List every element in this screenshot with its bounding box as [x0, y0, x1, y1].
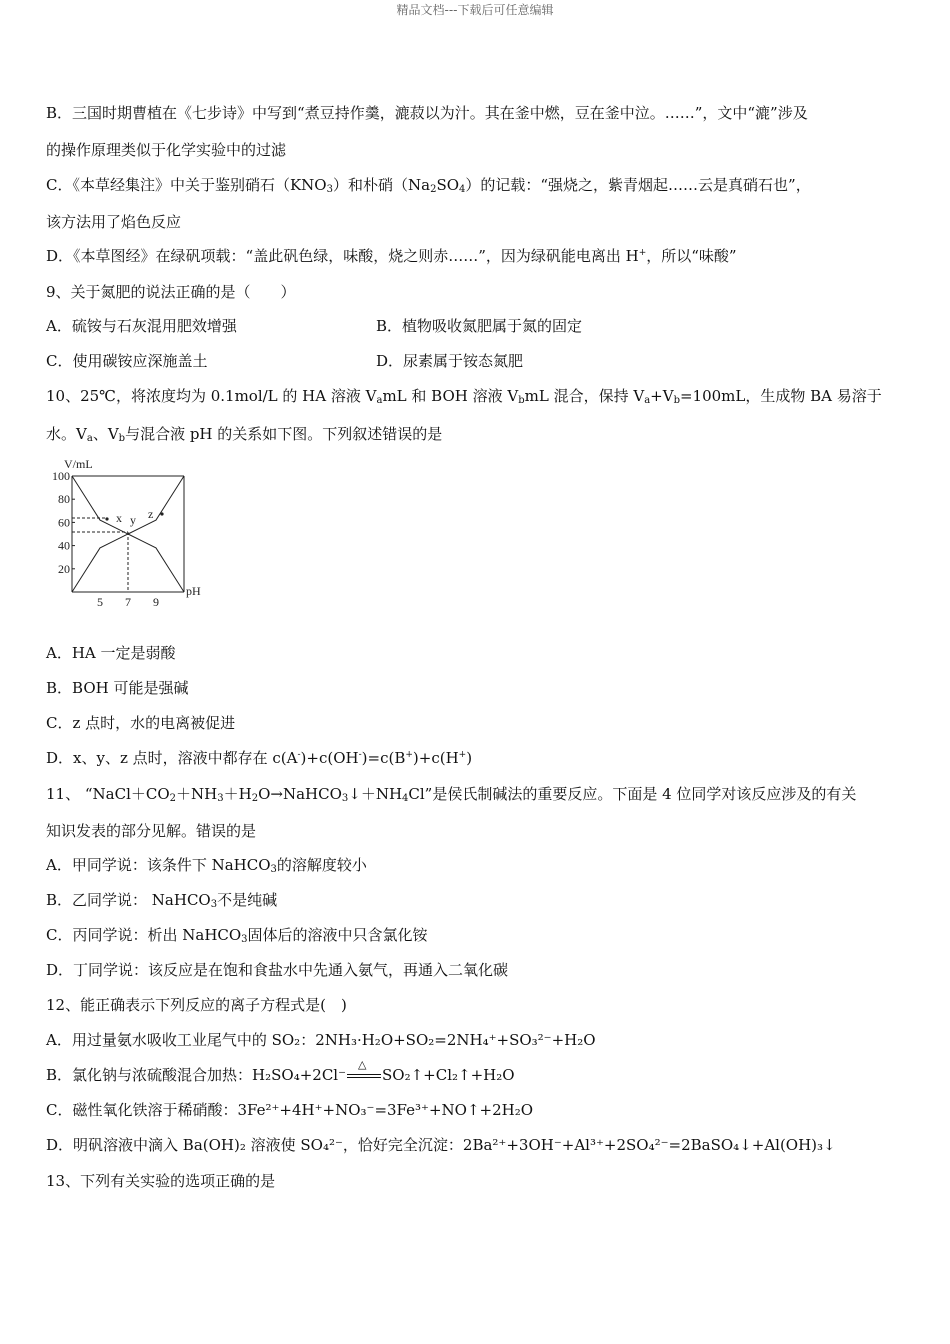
q8-option-d: D．《本草图经》在绿矾项载：“盖此矾色绿，味酸，烧之则赤……”，因为绿矾能电离出 H+，所以“味酸” [46, 247, 737, 265]
y-tick-label: 80 [58, 492, 70, 507]
q11-option-a: A．甲同学说：该条件下 NaHCO$_3$的溶解度较小 [46, 856, 367, 875]
y-tick-label: 40 [58, 538, 70, 553]
q10-chart [44, 456, 214, 611]
q12-option-d: D．明矾溶液中滴入 Ba(OH)₂ 溶液使 SO₄²⁻，恰好完全沉淀：2Ba²⁺+3OH⁻+Al³⁺+2SO₄²⁻=2BaSO₄↓+Al(OH)₃↓ [46, 1136, 836, 1154]
point-x [105, 517, 108, 520]
q11-option-c: C．丙同学说：析出 NaHCO$_3$固体后的溶液中只含氯化铵 [46, 926, 428, 945]
q9-option-d: D．尿素属于铵态氮肥 [376, 352, 524, 370]
q9-stem: 9、关于氮肥的说法正确的是（ ） [46, 283, 296, 301]
q12-option-b: B．氯化钠与浓硫酸混合加热：H₂SO₄+2Cl⁻ △ SO₂↑+Cl₂↑+H₂O [46, 1058, 515, 1084]
q10-option-b: B．BOH 可能是强碱 [46, 679, 189, 697]
chart-xlabel: pH [186, 584, 201, 598]
label-z: z [148, 507, 154, 521]
y-tick-label: 60 [58, 515, 70, 530]
q9-option-a: A．硫铵与石灰混用肥效增强 [46, 317, 237, 335]
q12-option-a: A．用过量氨水吸收工业尾气中的 SO₂：2NH₃·H₂O+SO₂=2NH₄⁺+SO₃²⁻+H₂O [46, 1031, 596, 1049]
q11-option-b: B．乙同学说： NaHCO$_3$不是纯碱 [46, 891, 278, 910]
point-z [160, 512, 163, 515]
x-tick-label: 7 [125, 595, 131, 609]
x-tick-label: 9 [153, 595, 159, 609]
q11-stem-line2: 知识发表的部分见解。错误的是 [46, 822, 257, 840]
chart-ylabel: V/mL [64, 457, 93, 471]
q10-option-c: C．z 点时，水的电离被促进 [46, 714, 236, 732]
x-tick-label: 5 [97, 595, 103, 609]
q10-stem-line2: 水。$V_a$、$V_b$与混合液 pH 的关系如下图。下列叙述错误的是 [46, 425, 443, 444]
q12-option-c: C．磁性氧化铁溶于稀硝酸：3Fe²⁺+4H⁺+NO₃⁻=3Fe³⁺+NO↑+2H₂O [46, 1101, 534, 1119]
q9-option-b: B．植物吸收氮肥属于氮的固定 [376, 317, 583, 335]
page-header: 精品文档---下载后可任意编辑 [396, 3, 554, 17]
q10-option-d: D．x、y、z 点时，溶液中都存在 c(A-)+c(OH-)=c(B+)+c(H+) [46, 749, 473, 767]
label-x: x [116, 511, 122, 525]
q10-stem-line1: 10、25℃，将浓度均为 0.1mol/L 的 HA 溶液 $V_amL$ 和 BOH 溶液 $V_bmL$ 混合，保持 $V_a+V_b=100mL$，生成物 BA 易溶于 [46, 387, 882, 406]
q8-option-c-line1: C．《本草经集注》中关于鉴别硝石$(KNO_3)$和朴硝$(Na_2SO_4)$的记载：“强烧之，紫青烟起……云是真硝石也”， [46, 176, 811, 195]
y-tick-label: 20 [58, 561, 70, 576]
heating-equals-sign: △ [346, 1066, 382, 1084]
q11-stem-line1: 11、 “$NaCl+CO_2+NH_3+H_2O\to NaHCO_3↓+NH_4Cl$”是侯氏制碱法的重要反应。下面是 4 位同学对该反应涉及的有关 [46, 785, 857, 804]
q8-option-c-line2: 该方法用了焰色反应 [46, 213, 182, 231]
q10-option-a: A．HA 一定是弱酸 [46, 644, 176, 662]
q12-stem: 12、能正确表示下列反应的离子方程式是( ) [46, 996, 347, 1014]
label-y: y [130, 513, 136, 527]
q11-option-d: D．丁同学说：该反应是在饱和食盐水中先通入氨气，再通入二氧化碳 [46, 961, 509, 979]
q13-stem: 13、下列有关实验的选项正确的是 [46, 1172, 276, 1190]
y-tick-label: 100 [52, 469, 70, 483]
q9-option-c: C．使用碳铵应深施盖土 [46, 352, 208, 370]
q8-option-b-line2: 的操作原理类似于化学实验中的过滤 [46, 141, 287, 159]
q8-option-b-line1: B．三国时期曹植在《七步诗》中写到“煮豆持作羹，漉菽以为汁。其在釜中燃，豆在釜中泣。……”，文中“漉”涉及 [46, 104, 808, 122]
